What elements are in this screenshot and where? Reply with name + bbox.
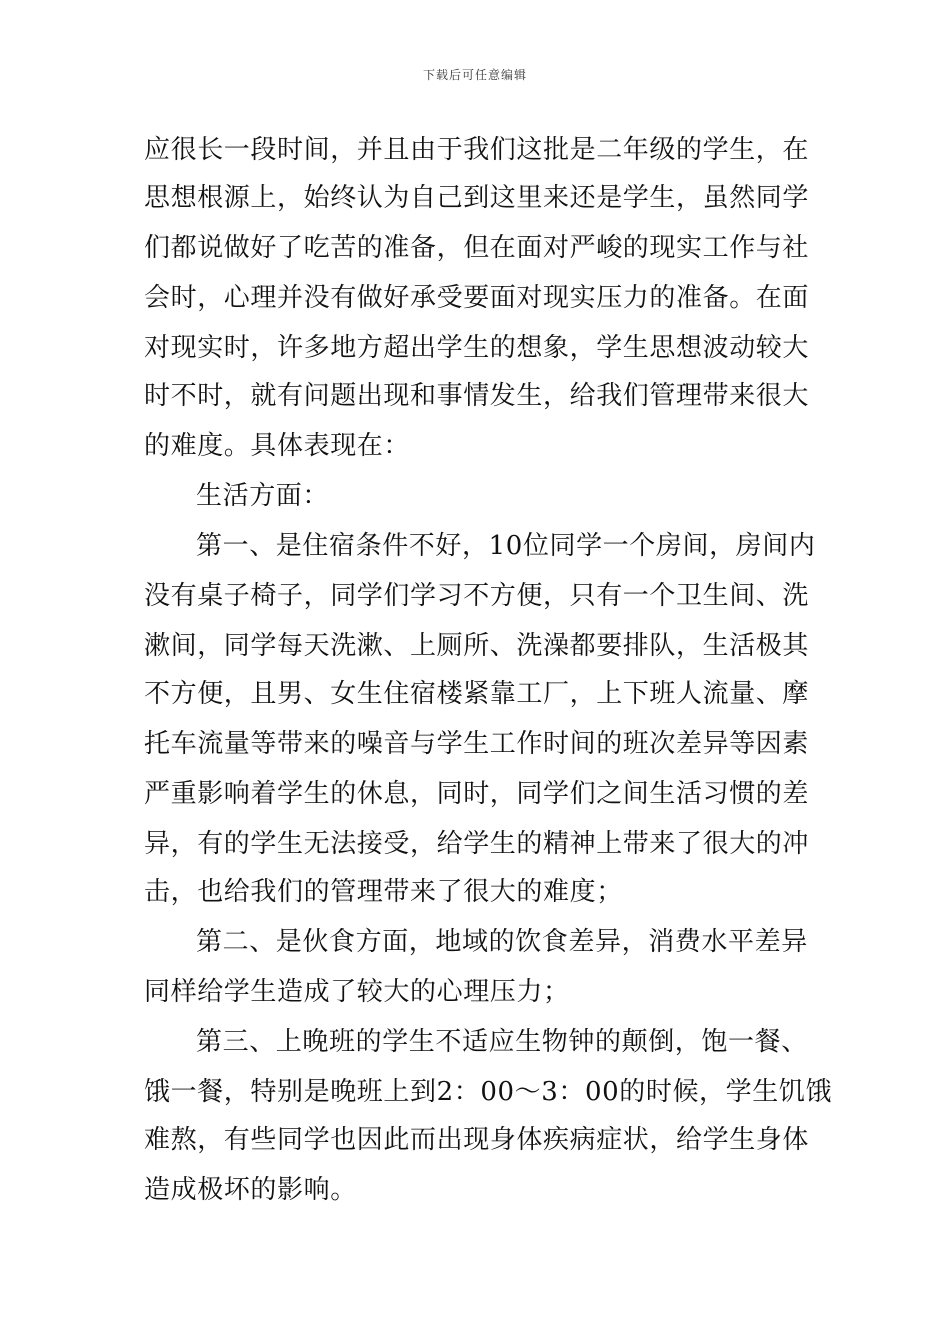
body-line: 会时，心理并没有做好承受要面对现实压力的准备。在面 (144, 283, 810, 313)
body-line: 造成极坏的影响。 (144, 1175, 357, 1205)
body-line: 难熬，有些同学也因此而出现身体疾病症状，给学生身体 (144, 1125, 810, 1155)
body-line: 击，也给我们的管理带来了很大的难度； (144, 877, 623, 907)
body-line: 严重影响着学生的休息，同时，同学们之间生活习惯的差 (144, 779, 810, 809)
body-line: 的难度。具体表现在： (144, 431, 411, 461)
body-line: 异，有的学生无法接受，给学生的精神上带来了很大的冲 (144, 829, 810, 859)
body-line: 漱间，同学每天洗漱、上厕所、洗澡都要排队，生活极其 (144, 631, 810, 661)
body-line: 没有桌子椅子，同学们学习不方便，只有一个卫生间、洗 (144, 581, 810, 611)
header-note: 下载后可任意编辑 (422, 68, 527, 82)
body-line: 第三、上晚班的学生不适应生物钟的颠倒，饱一餐、 (196, 1027, 808, 1057)
section-heading: 生活方面： (196, 481, 330, 511)
body-line: 时不时，就有问题出现和事情发生，给我们管理带来很大 (144, 381, 810, 411)
body-line: 第二、是伙食方面，地域的饮食差异，消费水平差异 (196, 927, 808, 957)
body-line: 饿一餐，特别是晚班上到2：00～3：00的时候，学生饥饿 (144, 1077, 833, 1107)
body-line: 第一、是住宿条件不好，10位同学一个房间，房间内 (196, 531, 816, 561)
body-line: 应很长一段时间，并且由于我们这批是二年级的学生，在 (144, 135, 810, 165)
body-line: 思想根源上，始终认为自己到这里来还是学生，虽然同学 (144, 183, 810, 213)
body-line: 对现实时，许多地方超出学生的想象，学生思想波动较大 (144, 333, 810, 363)
body-line: 同样给学生造成了较大的心理压力； (144, 977, 570, 1007)
body-line: 们都说做好了吃苦的准备，但在面对严峻的现实工作与社 (144, 233, 810, 263)
body-line: 托车流量等带来的噪音与学生工作时间的班次差异等因素 (144, 729, 810, 759)
body-line: 不方便，且男、女生住宿楼紧靠工厂，上下班人流量、摩 (144, 679, 810, 709)
